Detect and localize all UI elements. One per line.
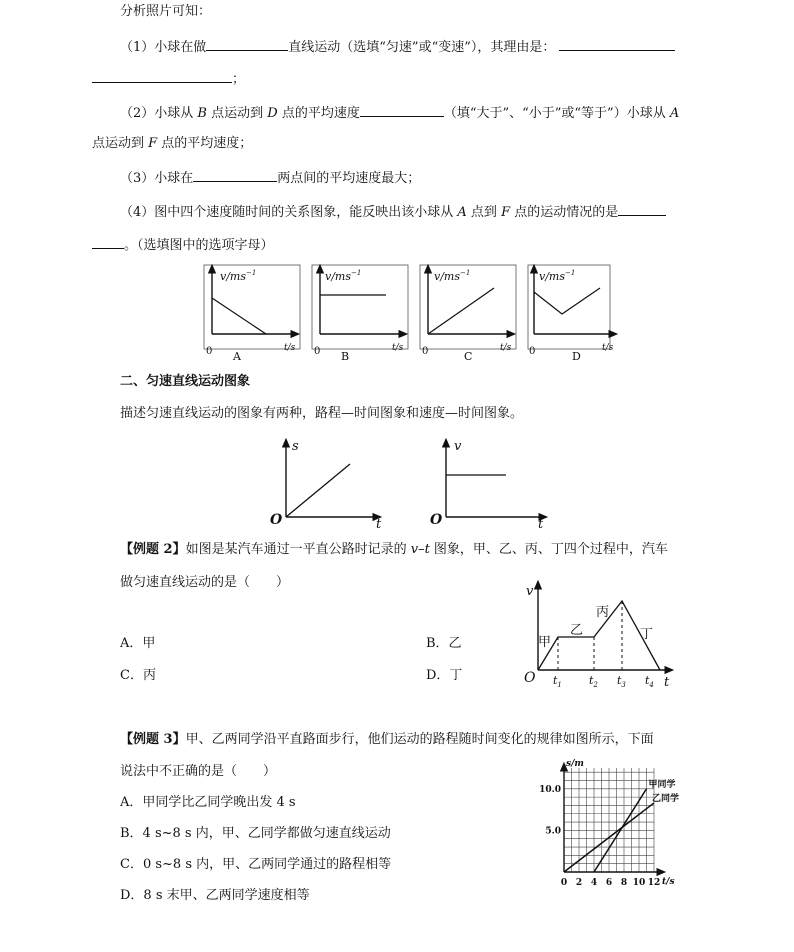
y-axis-label: s/m xyxy=(566,759,584,769)
chart-grid xyxy=(564,768,654,872)
option-label-b: B xyxy=(341,350,350,363)
option-graph-d[interactable] xyxy=(528,265,614,363)
q2-l2-a: 点运动到 xyxy=(92,136,149,151)
segment-label-jia: 甲 xyxy=(538,635,552,650)
t-axis-label: t xyxy=(664,675,670,690)
question-2-line-2 xyxy=(92,136,252,152)
option-graph-b[interactable] xyxy=(312,265,408,363)
example-2-text-b: 图象，甲、乙、丙、丁四个过程中，汽车 xyxy=(429,542,668,557)
example-3-stem-2: 说法中不正确的是（ ） xyxy=(120,764,277,779)
question-1-line-2 xyxy=(92,70,245,88)
series-legend-label: 甲同学 xyxy=(648,779,676,790)
origin-label: O xyxy=(270,512,283,528)
graph-origin: 0 xyxy=(422,346,429,357)
answer-blank[interactable] xyxy=(92,70,232,83)
example-3-st-chart xyxy=(530,756,720,890)
s-axis-label: s xyxy=(292,439,299,454)
choice-a[interactable]: A．甲 xyxy=(120,636,156,651)
q2-text-c: 点运动到 xyxy=(206,106,268,121)
choice-d[interactable]: D．丁 xyxy=(426,668,463,683)
q2-point-d: D xyxy=(267,106,278,121)
t-axis-label: t xyxy=(538,517,544,532)
question-2-line xyxy=(120,104,679,122)
option-graph-c[interactable] xyxy=(420,265,516,363)
v-t-graph xyxy=(430,439,544,532)
q1-end: ； xyxy=(232,72,246,87)
graph-xlabel: t/s xyxy=(284,343,296,353)
answer-blank[interactable] xyxy=(559,38,675,51)
q1-text-b: 直线运动（选填“匀速”或“变速”），其理由是： xyxy=(288,40,556,55)
segment-label-bing: 丙 xyxy=(596,605,610,620)
q2-text-e: 点的平均速度 xyxy=(277,106,360,121)
x-axis-label: t/s xyxy=(662,877,675,887)
option-label-c: C xyxy=(464,350,473,363)
choice-b[interactable]: B．4 s~8 s 内，甲、乙同学都做匀速直线运动 xyxy=(120,826,391,841)
tick-t2: $t_2$ xyxy=(589,674,598,689)
q4-point-f: F xyxy=(501,205,511,220)
graph-d-line xyxy=(534,288,600,314)
vt-option-graphs xyxy=(196,262,616,366)
example-2-text-a: 如图是某汽车通过一平直公路时记录的 xyxy=(185,542,411,557)
q4-text-e: 点的运动情况的是 xyxy=(510,205,619,220)
option-label-d: D xyxy=(572,350,581,363)
example-3-tag: 【例题 3】 xyxy=(120,732,186,747)
answer-blank[interactable] xyxy=(193,169,277,182)
answer-blank[interactable] xyxy=(206,38,288,51)
x-tick-label: 2 xyxy=(575,878,583,888)
choice-c[interactable]: C．丙 xyxy=(120,668,156,683)
q2-text-a: （2）小球从 xyxy=(120,106,194,121)
v-axis-label: v xyxy=(526,584,534,599)
graph-a-line xyxy=(212,298,266,334)
segment-label-yi: 乙 xyxy=(570,623,584,638)
q3-text-b: 两点间的平均速度最大； xyxy=(277,171,421,186)
graph-ylabel: $v/ms^{-1}$ xyxy=(434,269,471,283)
question-1-line xyxy=(120,38,675,56)
x-tick-label: 12 xyxy=(647,878,661,888)
x-tick-label: 6 xyxy=(605,878,613,888)
q4-text-c: 点到 xyxy=(466,205,502,220)
question-4-line xyxy=(120,203,666,221)
intro-text: 分析照片可知： xyxy=(120,4,212,19)
section-heading: 二、匀速直线运动图象 xyxy=(120,374,251,389)
graph-xlabel: t/s xyxy=(392,343,404,353)
q2-point-a: A xyxy=(669,106,680,121)
graph-c-line xyxy=(428,288,494,334)
q4-l2-text: 。（选填图中的选项字母） xyxy=(124,238,274,253)
graph-ylabel: $v/ms^{-1}$ xyxy=(325,269,362,283)
example-2-tag: 【例题 2】 xyxy=(120,542,186,557)
question-4-line-2 xyxy=(92,236,274,254)
example-2-stem-2: 做匀速直线运动的是（ ） xyxy=(120,575,290,590)
x-tick-label: 10 xyxy=(632,878,646,888)
tick-t4: $t_4$ xyxy=(645,674,654,689)
tick-t3: $t_3$ xyxy=(617,674,626,689)
choice-c[interactable]: C．0 s~8 s 内，甲、乙两同学通过的路程相等 xyxy=(120,857,392,872)
answer-blank[interactable] xyxy=(360,104,444,117)
v-axis-label: v xyxy=(454,439,462,454)
tick-t1: $t_1$ xyxy=(553,674,562,689)
q4-text-a: （4）图中四个速度随时间的关系图象，能反映出该小球从 xyxy=(120,205,458,220)
segment-label-ding: 丁 xyxy=(640,627,654,642)
example-3-text: 甲、乙两同学沿平直路面步行，他们运动的路程随时间变化的规律如图所示，下面 xyxy=(185,732,654,747)
graph-origin: 0 xyxy=(529,346,536,357)
answer-blank[interactable] xyxy=(618,203,666,216)
option-label-a: A xyxy=(233,350,241,363)
s-t-graph xyxy=(270,439,382,532)
option-graph-a[interactable] xyxy=(204,265,300,363)
example-3-stem xyxy=(120,732,654,748)
y-tick-label: 10.0 xyxy=(539,784,561,795)
graph-xlabel: t/s xyxy=(602,343,614,353)
section-description: 描述匀速直线运动的图象有两种，路程—时间图象和速度—时间图象。 xyxy=(120,406,524,421)
question-3-line xyxy=(120,169,420,187)
origin-label: O xyxy=(524,670,536,686)
q2-l2-c: 点的平均速度； xyxy=(157,136,253,151)
q2-text-f: （填“大于”、“小于”或“等于”）小球从 xyxy=(443,106,670,121)
uniform-motion-graphs xyxy=(266,436,566,532)
t-axis-label: t xyxy=(376,517,382,532)
origin-label: O xyxy=(430,512,443,528)
example-2-vt-graph xyxy=(520,578,678,688)
x-tick-label: 0 xyxy=(560,878,568,888)
q1-text-a: （1）小球在做 xyxy=(120,40,207,55)
q3-text-a: （3）小球在 xyxy=(120,171,194,186)
graph-ylabel: $v/ms^{-1}$ xyxy=(539,269,576,283)
example-2-stem xyxy=(120,542,668,558)
q4-point-a: A xyxy=(457,205,467,220)
y-tick-label: 5.0 xyxy=(545,826,561,837)
x-tick-label: 4 xyxy=(590,878,598,888)
graph-ylabel: $v/ms^{-1}$ xyxy=(220,269,257,283)
answer-blank[interactable] xyxy=(92,236,124,249)
choice-d[interactable]: D．8 s 末甲、乙两同学速度相等 xyxy=(120,888,310,903)
series-legend-label: 乙同学 xyxy=(652,793,680,804)
choice-b[interactable]: B．乙 xyxy=(426,636,462,651)
x-tick-label: 8 xyxy=(620,878,628,888)
graph-origin: 0 xyxy=(314,346,321,357)
graph-origin: 0 xyxy=(206,346,213,357)
q2-point-b: B xyxy=(197,106,207,121)
example-2-vt: v–t xyxy=(410,542,430,557)
choice-a[interactable]: A．甲同学比乙同学晚出发 4 s xyxy=(120,795,296,810)
q2-point-f: F xyxy=(148,136,158,151)
graph-xlabel: t/s xyxy=(500,343,512,353)
